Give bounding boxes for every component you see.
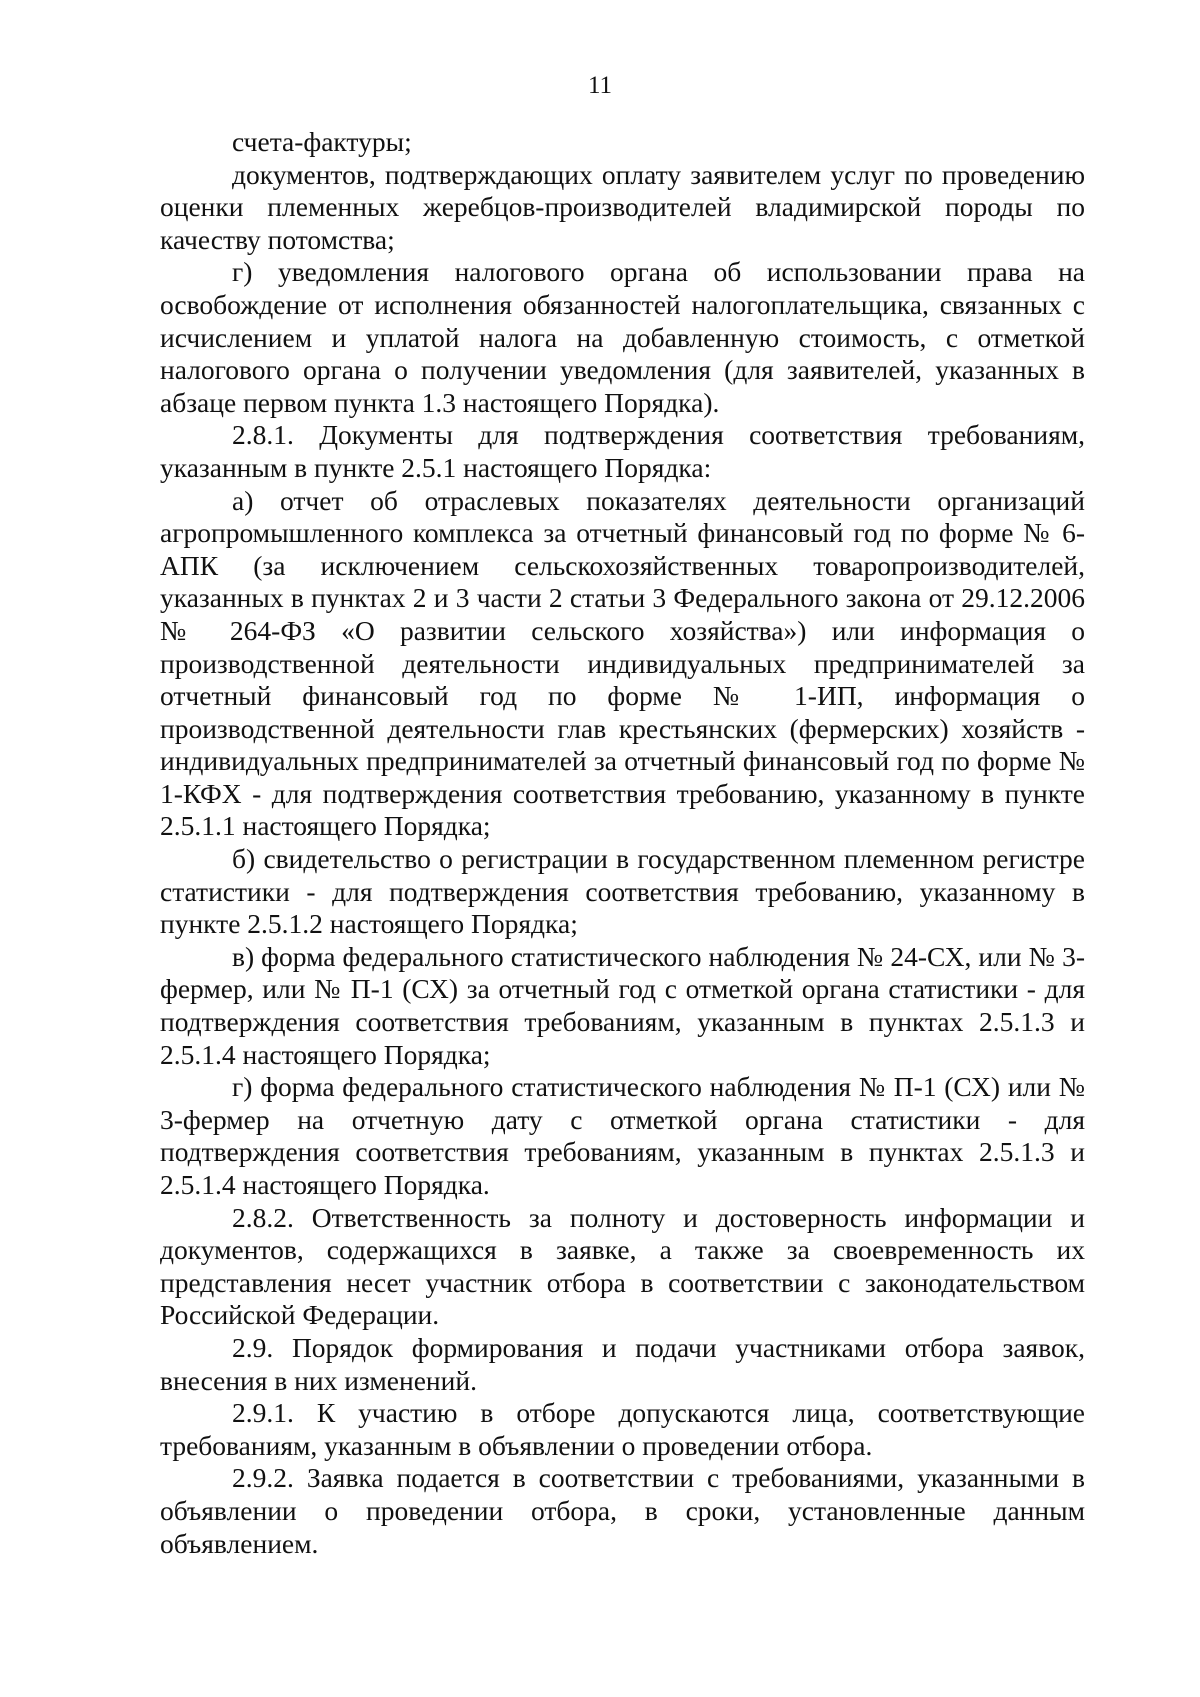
paragraph: 2.9. Порядок формирования и подачи участниками отбора заявок, внесения в них изменений. [160, 1331, 1085, 1396]
paragraph: счета-фактуры; [232, 126, 412, 157]
paragraph: 2.9.1. К участию в отборе допускаются лица, соответствующие требованиям, указанным в объявлении о проведении отбора. [160, 1397, 1085, 1461]
paragraph: в) форма федерального статистического наблюдения № 24-СХ, или № 3-фермер, или № П-1 (СХ) за отчетный год с отметкой органа статистики - для подтверждения соответствия требованиям, указанным в пунктах 2.5.1.3 и 2.5.1.4 настоящего Порядка; [160, 940, 1085, 1070]
paragraph: а) отчет об отраслевых показателях деятельности организаций агропромышленного комплекса за отчетный финансовый год по форме № 6-АПК (за исключением сельскохозяйственных товаропроизводителей, указанных в пунктах 2 и 3 части 2 статьи 3 Федерального закона от 29.12.2006 № 264-ФЗ «О развитии сельского хозяйства») или информация о производственной деятельности индивидуальных предпринимателей за отчетный финансовый год по форме № 1-ИП, информация о производственной деятельности глав крестьянских (фермерских) хозяйств - индивидуальных предпринимателей за отчетный финансовый год по форме № 1-КФХ - для подтверждения соответствия требованию, указанному в пункте 2.5.1.1 настоящего Порядка; [160, 484, 1085, 842]
paragraph: б) свидетельство о регистрации в государственном племенном регистре статистики - для подтверждения соответствия требованию, указанному в пункте 2.5.1.2 настоящего Порядка; [160, 843, 1085, 940]
paragraph: 2.8.2. Ответственность за полноту и достоверность информации и документов, содержащихся в заявке, а также за своевременность их представления несет участник отбора в соответствии с законодательством Российской Федерации. [160, 1201, 1085, 1331]
page-number: 11 [587, 72, 613, 99]
paragraph: документов, подтверждающих оплату заявителем услуг по проведению оценки племенных жеребцов-производителей владимирской породы по качеству потомства; [160, 158, 1085, 255]
paragraph: 2.9.2. Заявка подается в соответствии с требованиями, указанными в объявлении о проведении отбора, в сроки, установленные данным объявлением. [160, 1462, 1085, 1559]
document-body [160, 126, 1085, 1560]
paragraph: г) уведомления налогового органа об использовании права на освобождение от исполнения обязанностей налогоплательщика, связанных с исчислением и уплатой налога на добавленную стоимость, с отметкой налогового органа о получении уведомления (для заявителей, указанных в абзаце первом пункта 1.3 настоящего Порядка). [160, 256, 1085, 418]
paragraph: 2.8.1. Документы для подтверждения соответствия требованиям, указанным в пункте 2.5.1 настоящего Порядка: [160, 419, 1085, 483]
paragraph: г) форма федерального статистического наблюдения № П-1 (СХ) или № 3-фермер на отчетную дату с отметкой органа статистики - для подтверждения соответствия требованиям, указанным в пунктах 2.5.1.3 и 2.5.1.4 настоящего Порядка. [160, 1071, 1085, 1200]
